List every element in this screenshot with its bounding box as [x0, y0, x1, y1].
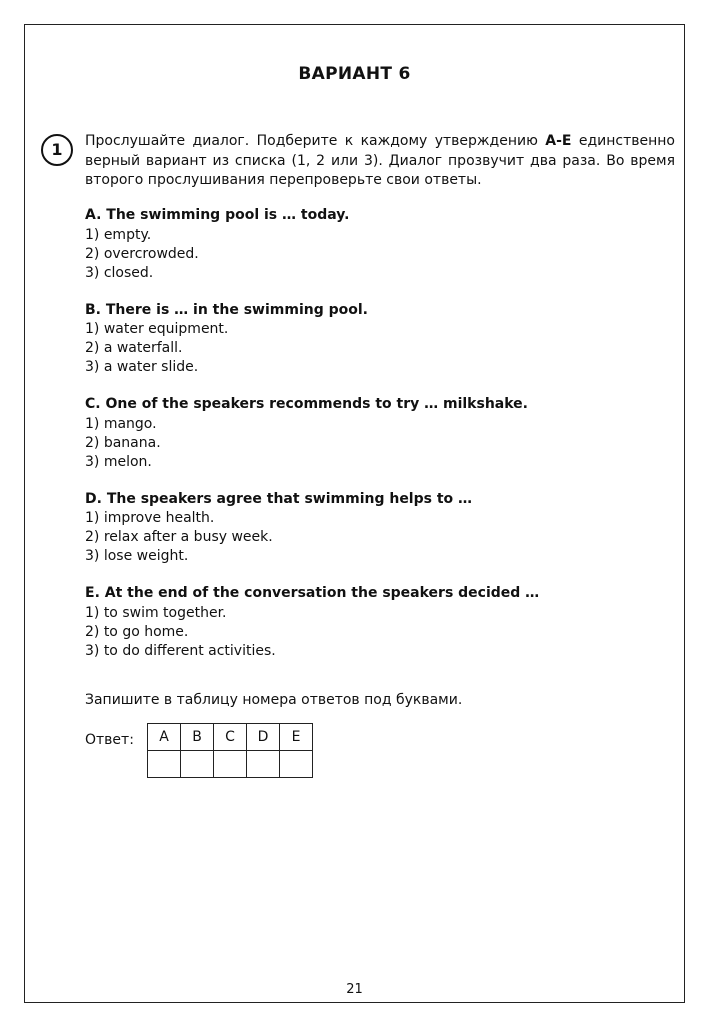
option: 2) banana.	[85, 434, 161, 451]
option: 3) a water slide.	[85, 359, 199, 375]
option: 2) relax after a busy week.	[85, 529, 273, 545]
answer-instruction: Запишите в таблицу номера ответов под буквами.	[85, 692, 463, 708]
answer-cell-a[interactable]	[148, 751, 181, 778]
option: 1) improve health.	[85, 510, 215, 526]
instruction-bold: A-E	[545, 133, 572, 149]
option: 2) a waterfall.	[85, 340, 183, 356]
answer-cell-c[interactable]	[214, 751, 247, 778]
answer-header-row	[148, 724, 313, 751]
answer-header-d: D	[247, 724, 280, 751]
question-stem: A. The swimming pool is … today.	[85, 207, 350, 223]
question-stem: E. At the end of the conversation the speakers decided …	[85, 585, 540, 601]
answer-header-e: E	[280, 724, 313, 751]
answer-header-b: B	[181, 724, 214, 751]
option: 1) empty.	[85, 226, 152, 243]
answer-table	[147, 723, 313, 778]
answer-header-a: A	[148, 724, 181, 751]
answer-header-c: C	[214, 724, 247, 751]
question-a	[85, 206, 675, 283]
task-number-badge: 1	[41, 134, 73, 166]
instruction-text-1: Прослушайте диалог. Подберите к каждому утверждению	[85, 133, 546, 149]
option: 2) overcrowded.	[85, 245, 199, 262]
answer-cell-d[interactable]	[247, 751, 280, 778]
question-b	[85, 301, 675, 378]
question-stem: B. There is … in the swimming pool.	[85, 301, 368, 318]
instruction-text-2: единственно верный вариант из списка (1, 2 или 3). Диалог прозвучит два раза. Во время второго прослушивания перепроверьте свои ответы.	[85, 133, 675, 188]
question-stem: D. The speakers agree that swimming helps to …	[85, 490, 473, 507]
option: 2) to go home.	[85, 623, 189, 640]
question-d	[85, 490, 675, 567]
question-c	[85, 395, 675, 472]
page-title: ВАРИАНТ 6	[298, 64, 411, 84]
option: 3) closed.	[85, 264, 154, 281]
question-list	[85, 206, 675, 679]
question-stem: C. One of the speakers recommends to try … milkshake.	[85, 396, 528, 412]
answer-cell-b[interactable]	[181, 751, 214, 778]
task-instruction	[85, 132, 675, 191]
option: 3) to do different activities.	[85, 642, 276, 659]
page-number: 21	[346, 982, 363, 997]
answer-cell-e[interactable]	[280, 751, 313, 778]
option: 1) mango.	[85, 415, 157, 432]
answer-input-row	[148, 751, 313, 778]
question-e	[85, 584, 675, 661]
option: 3) melon.	[85, 453, 152, 470]
option: 1) to swim together.	[85, 604, 227, 621]
answer-label: Ответ:	[85, 732, 134, 748]
option: 1) water equipment.	[85, 321, 229, 337]
option: 3) lose weight.	[85, 548, 189, 564]
